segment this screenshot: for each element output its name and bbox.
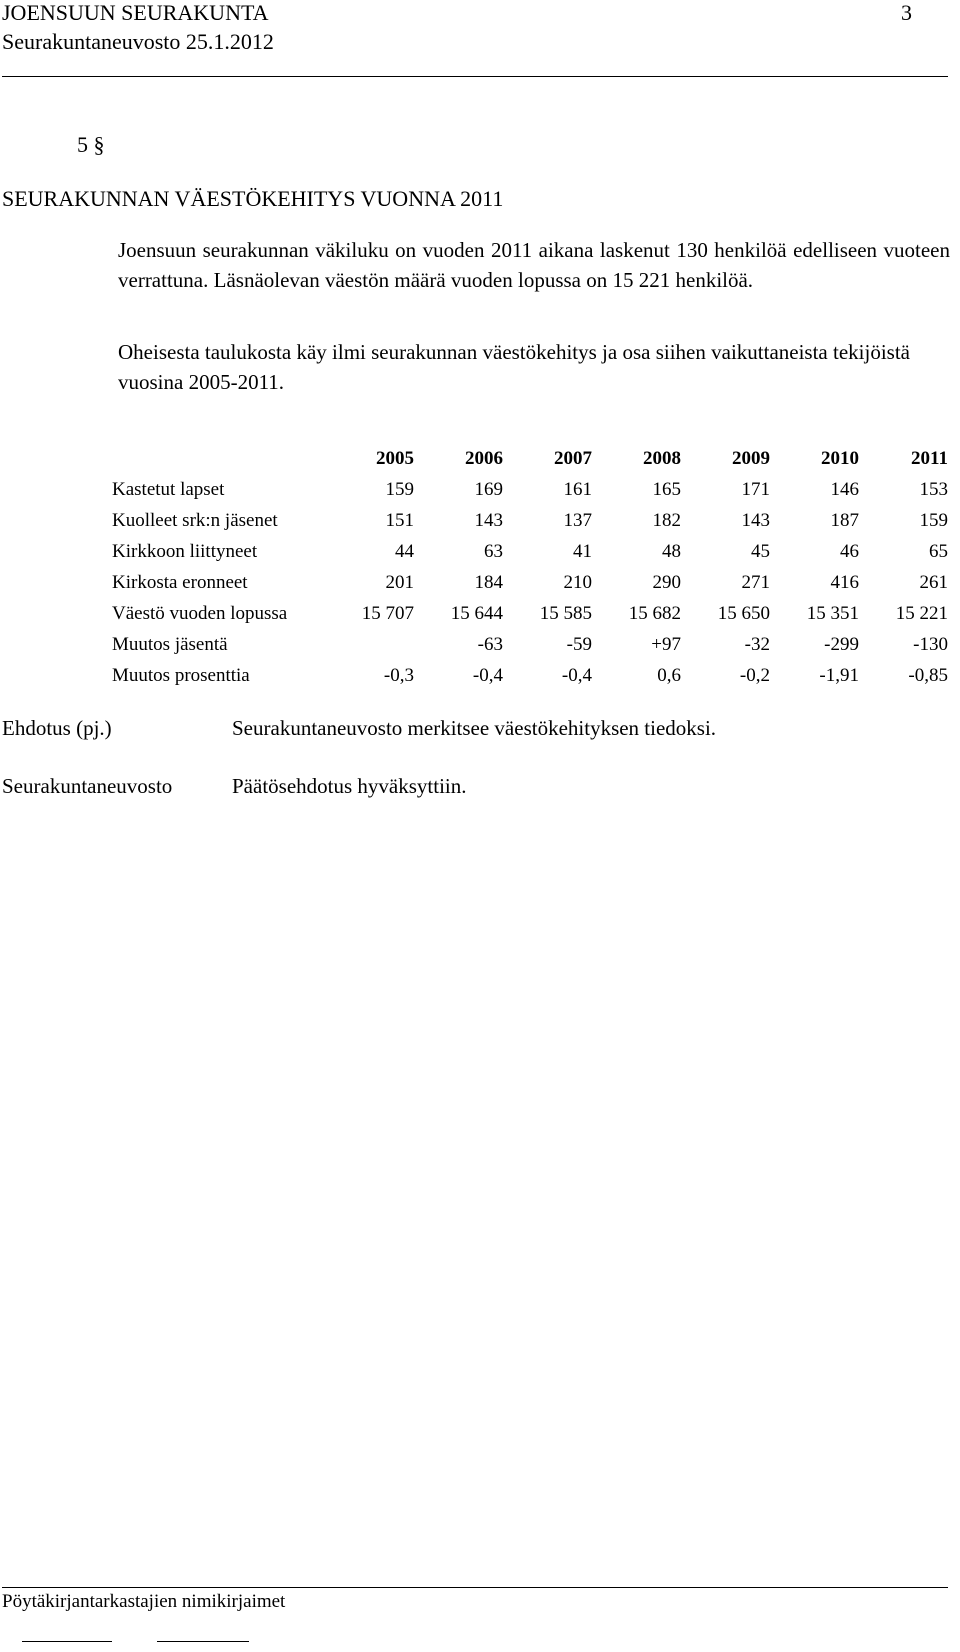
table-cell: 45 bbox=[751, 540, 770, 562]
table-cell: 159 bbox=[919, 509, 948, 531]
table-cell: 161 bbox=[563, 478, 592, 500]
table-cell: 201 bbox=[385, 571, 414, 593]
table-cell: -63 bbox=[477, 633, 503, 655]
table-cell: 210 bbox=[563, 571, 592, 593]
table-cell: 41 bbox=[573, 540, 592, 562]
table-cell: -0,85 bbox=[908, 664, 948, 686]
signatures-label: Pöytäkirjantarkastajien nimikirjaimet bbox=[2, 1591, 286, 1612]
table-cell: -0,4 bbox=[472, 664, 503, 686]
table-row bbox=[112, 474, 948, 505]
table-cell: 65 bbox=[929, 540, 948, 562]
table-cell: 15 351 bbox=[806, 602, 859, 624]
table-cell: 48 bbox=[662, 540, 681, 562]
row-label: Kirkkoon liittyneet bbox=[112, 540, 258, 562]
row-label: Kuolleet srk:n jäsenet bbox=[112, 509, 278, 531]
table-cell: 15 585 bbox=[539, 602, 592, 624]
organization-name: JOENSUUN SEURAKUNTA bbox=[2, 0, 269, 25]
table-row bbox=[112, 660, 948, 691]
year-header: 2009 bbox=[732, 447, 770, 469]
table-cell: 159 bbox=[385, 478, 414, 500]
table-header-row bbox=[112, 443, 948, 474]
table-cell: 143 bbox=[474, 509, 503, 531]
table-corner bbox=[112, 443, 325, 474]
table-cell: 153 bbox=[919, 478, 948, 500]
table-cell: 46 bbox=[840, 540, 859, 562]
row-label: Muutos prosenttia bbox=[112, 664, 250, 686]
council-label: Seurakuntaneuvosto bbox=[2, 774, 173, 798]
table-cell: 44 bbox=[395, 540, 414, 562]
table-cell: 15 707 bbox=[361, 602, 414, 624]
year-header: 2007 bbox=[554, 447, 592, 469]
year-header: 2005 bbox=[376, 447, 414, 469]
table-cell: -0,3 bbox=[383, 664, 414, 686]
intro-paragraph: Joensuun seurakunnan väkiluku on vuoden 2011 aikana laskenut 130 henkilöä edelliseen vuoteen verrattuna. Läsnäolevan väestön määrä vuoden lopussa on 15 221 henkilöä. bbox=[118, 238, 950, 292]
table-cell: 146 bbox=[830, 478, 859, 500]
signature-line bbox=[22, 1641, 112, 1642]
table-cell: 416 bbox=[830, 571, 859, 593]
table-cell: 15 644 bbox=[450, 602, 503, 624]
row-label: Kastetut lapset bbox=[112, 478, 225, 500]
page-number: 3 bbox=[901, 0, 912, 25]
table-row bbox=[112, 536, 948, 567]
table-cell: 184 bbox=[474, 571, 503, 593]
table-cell: 63 bbox=[484, 540, 503, 562]
header-rule bbox=[2, 76, 948, 77]
population-table bbox=[112, 443, 948, 691]
table-cell: 0,6 bbox=[657, 664, 681, 686]
year-header: 2008 bbox=[643, 447, 681, 469]
table-cell: -0,4 bbox=[561, 664, 592, 686]
year-header: 2010 bbox=[821, 447, 859, 469]
table-row bbox=[112, 505, 948, 536]
proposal-label: Ehdotus (pj.) bbox=[2, 716, 112, 740]
table-cell: +97 bbox=[651, 633, 681, 655]
table-cell bbox=[325, 629, 414, 660]
table-cell: 143 bbox=[741, 509, 770, 531]
table-cell: -1,91 bbox=[819, 664, 859, 686]
table-intro-paragraph: Oheisesta taulukosta käy ilmi seurakunnan väestökehitys ja osa siihen vaikuttaneista tekijöistä vuosina 2005-2011. bbox=[118, 340, 910, 394]
table-cell: 171 bbox=[741, 478, 770, 500]
section-number: 5 § bbox=[77, 132, 105, 157]
table-cell: -0,2 bbox=[739, 664, 770, 686]
table-cell: 187 bbox=[830, 509, 859, 531]
table-cell: -32 bbox=[744, 633, 770, 655]
signature-line bbox=[157, 1641, 249, 1642]
proposal-text: Seurakuntaneuvosto merkitsee väestökehityksen tiedoksi. bbox=[232, 716, 717, 740]
table-cell: -59 bbox=[566, 633, 592, 655]
row-label: Väestö vuoden lopussa bbox=[112, 602, 288, 624]
footer-rule bbox=[2, 1587, 948, 1588]
table-cell: 261 bbox=[919, 571, 948, 593]
table-cell: 151 bbox=[385, 509, 414, 531]
table-row bbox=[112, 629, 948, 660]
table-cell: 169 bbox=[474, 478, 503, 500]
table-cell: 290 bbox=[652, 571, 681, 593]
table-cell: 271 bbox=[741, 571, 770, 593]
table-cell: 15 682 bbox=[628, 602, 681, 624]
row-label: Kirkosta eronneet bbox=[112, 571, 248, 593]
table-cell: 15 650 bbox=[717, 602, 770, 624]
council-text: Päätösehdotus hyväksyttiin. bbox=[232, 774, 467, 798]
table-row bbox=[112, 598, 948, 629]
table-cell: 15 221 bbox=[895, 602, 948, 624]
row-label: Muutos jäsentä bbox=[112, 633, 228, 655]
table-row bbox=[112, 567, 948, 598]
table-cell: -299 bbox=[824, 633, 859, 655]
meeting-date: Seurakuntaneuvosto 25.1.2012 bbox=[2, 29, 274, 54]
table-cell: -130 bbox=[913, 633, 948, 655]
year-header: 2011 bbox=[911, 447, 948, 469]
section-title: SEURAKUNNAN VÄESTÖKEHITYS VUONNA 2011 bbox=[2, 186, 504, 211]
table-cell: 165 bbox=[652, 478, 681, 500]
year-header: 2006 bbox=[465, 447, 503, 469]
table-cell: 182 bbox=[652, 509, 681, 531]
table-cell: 137 bbox=[563, 509, 592, 531]
